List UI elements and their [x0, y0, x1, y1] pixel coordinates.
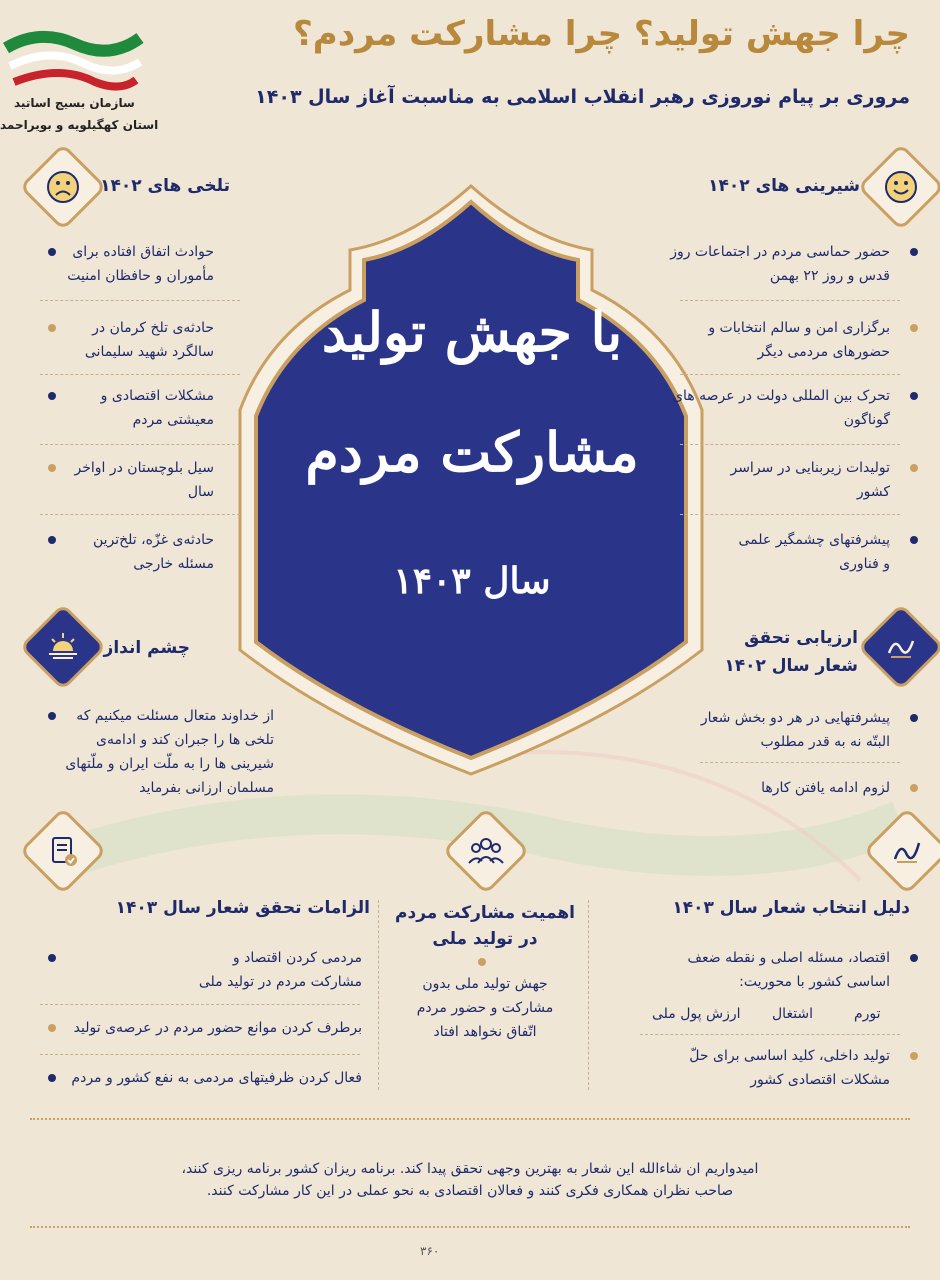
footer-bottom-separator: [30, 1226, 910, 1228]
evaluation-heading-line2: شعار سال ۱۴۰۲: [724, 656, 858, 676]
evaluation-item: پیشرفتهایی در هر دو بخش شعار البتّه نه به قدر مطلوب: [700, 710, 890, 750]
calligraphy-emblem-icon: [883, 629, 919, 665]
requirements-item: مردمی کردن اقتصاد و مشارکت مردم در تولید ملی: [198, 950, 362, 990]
evaluation-heading-line1: ارزیابی تحقق: [744, 628, 858, 648]
calligraphy-emblem-icon: [889, 833, 925, 869]
bitter-item: حادثه‌ی غزّه، تلخ‌ترین مسئله خارجی: [92, 532, 214, 572]
bullet: [48, 392, 56, 400]
evaluation-item: لزوم ادامه یافتن کارها: [761, 780, 890, 796]
central-year: سال ۱۴۰۳: [393, 560, 551, 602]
bullet: [910, 464, 918, 472]
reason-item1: اقتصاد، مسئله اصلی و نقطه ضعف اساسی کشور با محوریت:: [687, 950, 890, 990]
sweet-heading: شیرینی های ۱۴۰۲: [708, 176, 860, 196]
bullet: [48, 536, 56, 544]
sweet-item: پیشرفتهای چشمگیر علمی و فناوری: [738, 532, 890, 572]
footer-separator: [30, 1118, 910, 1120]
central-slogan-line1: با جهش تولید: [321, 300, 623, 364]
bullet: [910, 1052, 918, 1060]
bullet: [48, 324, 56, 332]
divider: [680, 374, 900, 376]
requirements-item: فعال کردن ظرفیتهای مردمی به نفع کشور و مردم: [71, 1070, 362, 1086]
reason-item2: تولید داخلی، کلید اساسی برای حلّ مشکلات اقتصادی کشور: [689, 1048, 890, 1088]
bitter-item: سیل بلوچستان در اواخر سال: [74, 460, 214, 500]
bullet: [48, 954, 56, 962]
vertical-divider: [378, 900, 380, 1090]
bullet: [910, 536, 918, 544]
footer-line1: امیدواریم ان شاءالله این شعار به بهترین وجهی تحقق پیدا کند. برنامه ریزان کشور برنامه ریزی کنند،: [181, 1161, 759, 1177]
bullet: [910, 954, 918, 962]
sweet-item: تولیدات زیربنایی در سراسر کشور: [730, 460, 890, 500]
divider: [40, 444, 240, 446]
divider: [40, 300, 240, 302]
sweet-item: حضور حماسی مردم در اجتماعات روز قدس و روز ۲۲ بهمن: [670, 244, 890, 284]
divider: [40, 1004, 360, 1006]
document-check-icon: [45, 833, 81, 869]
reason-tag-employment: اشتغال: [772, 1006, 814, 1022]
people-group-icon: [467, 833, 505, 869]
bullet: [48, 712, 56, 720]
logo-text-line1: سازمان بسیج اساتید: [14, 96, 135, 110]
divider: [40, 374, 240, 376]
footer-line2: صاحب نظران همکاری فکری کنند و فعالان اقتصادی به نحو عملی در این کار مشارکت کنند.: [206, 1183, 734, 1199]
bullet: [478, 958, 486, 966]
bullet: [910, 248, 918, 256]
reason-heading: دلیل انتخاب شعار سال ۱۴۰۳: [672, 898, 910, 918]
divider: [680, 444, 900, 446]
bullet: [910, 714, 918, 722]
importance-heading: اهمیت مشارکت مردم در تولید ملی: [395, 903, 575, 949]
organization-logo: [0, 6, 160, 136]
divider: [40, 514, 240, 516]
central-slogan-line2: مشارکت مردم: [305, 420, 639, 484]
bitter-item: مشکلات اقتصادی و معیشتی مردم: [100, 388, 214, 428]
bitter-heading: تلخی های ۱۴۰۲: [100, 176, 230, 196]
reason-tag-inflation: تورم: [854, 1006, 881, 1022]
bullet: [48, 1074, 56, 1082]
sweet-item: تحرک بین المللی دولت در عرصه های گوناگون: [672, 388, 890, 428]
smile-icon: [883, 169, 919, 205]
importance-text: جهش تولید ملی بدون مشارکت و حضور مردم اتّفاق نخواهد افتاد: [416, 976, 554, 1040]
divider: [640, 1034, 900, 1036]
divider: [700, 762, 900, 764]
sad-face-icon: [45, 169, 81, 205]
page-subtitle: مروری بر پیام نوروزی رهبر انقلاب اسلامی به مناسبت آغاز سال ۱۴۰۳: [255, 86, 910, 108]
footer-text: [60, 1158, 880, 1202]
sweet-item: برگزاری امن و سالم انتخابات و حضورهای مردمی دیگر: [708, 320, 890, 360]
sunrise-icon: [45, 629, 81, 665]
divider: [680, 514, 900, 516]
outlook-text: از خداوند متعال مسئلت میکنیم که تلخی ها را جبران کند و ادامه‌ی شیرینی ها را به ملّت ایران و ملّتهای مسلمان ارزانی بفرماید: [65, 708, 274, 796]
bullet: [910, 324, 918, 332]
reason-tag-currency: ارزش پول ملی: [652, 1006, 741, 1022]
page-title: چرا جهش تولید؟ چرا مشارکت مردم؟: [293, 14, 910, 54]
bitter-item: حادثه‌ی تلخ کرمان در سالگرد شهید سلیمانی: [84, 320, 214, 360]
bullet: [48, 1024, 56, 1032]
requirements-item: برطرف کردن موانع حضور مردم در عرصه‌ی تولید: [73, 1020, 362, 1036]
divider: [40, 1054, 360, 1056]
bullet: [48, 248, 56, 256]
bullet: [910, 392, 918, 400]
page-number: ۳۶۰: [420, 1244, 440, 1258]
vertical-divider: [588, 900, 590, 1090]
requirements-heading: الزامات تحقق شعار سال ۱۴۰۳: [115, 898, 370, 918]
outlook-heading: چشم انداز: [103, 638, 190, 658]
bitter-item: حوادث اتفاق افتاده برای مأموران و حافظان امنیت: [67, 244, 214, 284]
logo-text-line2: استان کهگیلویه و بویراحمد: [0, 118, 159, 132]
bullet: [910, 784, 918, 792]
bullet: [48, 464, 56, 472]
divider: [680, 300, 900, 302]
